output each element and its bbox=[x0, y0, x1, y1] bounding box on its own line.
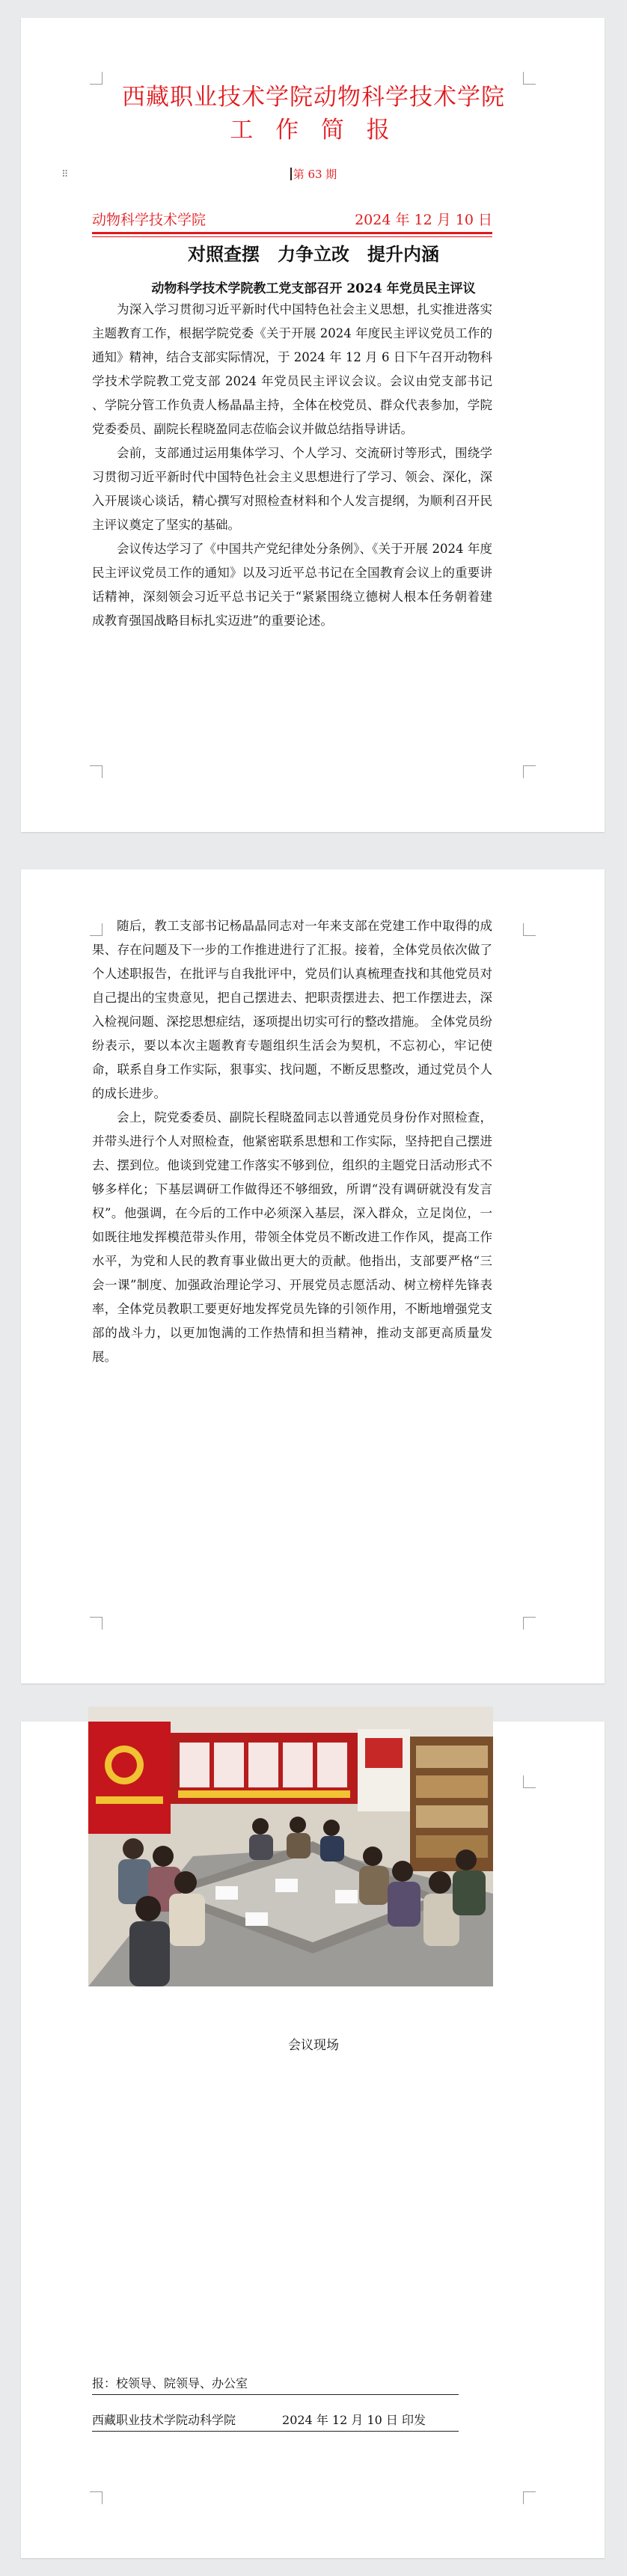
crop-mark bbox=[90, 2491, 103, 2504]
issuer-row bbox=[92, 2411, 459, 2432]
crop-mark bbox=[90, 765, 103, 778]
body-paragraph: 会上，院党委委员、副院长程晓盈同志以普通党员身份作对照检查，并带头进行个人对照检查，他紧密联系思想和工作实际，坚持把自己摆进去、摆到位。他谈到党建工作落实不够到位，组织的主题党日活动形式不够多样化；下基层调研工作做得还不够细致，所谓“没有调研就没有发言权”。他强调，在今后的工作中必须深入基层，深入群众，立足岗位，一如既往地发挥模范带头作用，带领全体党员不断改进工作作风，提高工作水平，为党和人民的教育事业做出更大的贡献。他指出，支部要严格“三会一课”制度、加强政治理论学习、开展党员志愿活动、树立榜样先锋表率，全体党员教职工要更好地发挥党员先锋的引领作用，不断地增强党支部的战斗力，以更加饱满的工作热情和担当精神，推动支部更高质量发展。 bbox=[92, 1110, 492, 1364]
body-paragraph: 为深入学习贯彻习近平新时代中国特色社会主义思想，扎实推进落实主题教育工作，根据学院党委《关于开展 2024 年度民主评议党员工作的通知》精神，结合支部实际情况，于 2024 年 12 月 6 日下午召开动物科学技术学院教工党支部 2024 年党员民主评议会议。会议由党支部书记 、学院分管工作负责人杨晶晶主持，全体在校党员、群众代表参加，学院党委委员、副院长程晓盈同志莅临会议并做总结指导讲话。 bbox=[92, 302, 492, 436]
issue-number-text: 第 63 期 bbox=[293, 168, 337, 181]
paragraph-handle-icon[interactable]: ⠿ bbox=[61, 169, 69, 180]
issuer-name: 西藏职业技术学院动科学院 bbox=[92, 2413, 236, 2427]
meeting-photo bbox=[88, 1707, 493, 1986]
meeting-photo-illustration bbox=[88, 1707, 493, 1986]
crop-mark bbox=[523, 765, 536, 778]
unit-date-row bbox=[92, 211, 492, 234]
article-subtitle: 动物科学技术学院教工党支部召开 2024 年党员民主评议 bbox=[151, 281, 476, 296]
crop-mark bbox=[523, 2491, 536, 2504]
crop-mark bbox=[523, 1775, 536, 1788]
article-body-page2 bbox=[92, 914, 492, 1369]
body-paragraph: 随后，教工支部书记杨晶晶同志对一年来支部在党建工作中取得的成果、存在问题及下一步的工作推进进行了汇报。接着，全体党员依次做了个人述职报告，在批评与自我批评中，党员们认真梳理查找和其他党员对自己提出的宝贵意见，把自己摆进去、把职责摆进去、把工作摆进去，深入检视问题、深挖思想症结，逐项提出切实可行的整改措施。 全体党员纷纷表示，要以本次主题教育专题组织生活会为契机，不忘初心，牢记使命，联系自身工作实际，狠事实、找问题，不断反思整改，通过党员个人的成长进步。 bbox=[92, 919, 492, 1101]
article-title: 对照查摆 力争立改 提升内涵 bbox=[188, 243, 439, 265]
issue-date: 2024 年 12 月 10 日 bbox=[355, 212, 492, 228]
bulletin-title-line1: 西藏职业技术学院动物科学技术学院 bbox=[122, 84, 505, 111]
body-paragraph: 会议传达学习了《中国共产党纪律处分条例》、《关于开展 2024 年度民主评议党员工作的通知》以及习近平总书记在全国教育会议上的重要讲话精神，深刻领会习近平总书记关于“紧紧围绕立德树人根本任务朝着建成教育强国战略目标扎实迈进”的重要论述。 bbox=[92, 542, 492, 628]
report-recipients: 报：校领导、院领导、办公室 bbox=[92, 2375, 459, 2395]
text-cursor bbox=[290, 168, 292, 180]
issuing-unit: 动物科学技术学院 bbox=[92, 212, 207, 228]
issuer-date: 2024 年 12 月 10 日 印发 bbox=[282, 2413, 426, 2427]
article-body-page1 bbox=[92, 298, 492, 633]
crop-mark bbox=[90, 1617, 103, 1630]
crop-mark bbox=[523, 1617, 536, 1630]
photo-caption: 会议现场 bbox=[288, 2038, 339, 2053]
body-paragraph: 会前，支部通过运用集体学习、个人学习、交流研讨等形式，围绕学习贯彻习近平新时代中国特色社会主义思想进行了学习、领会、深化，深入开展谈心谈话，精心撰写对照检查材料和个人发言提纲，为顺利召开民主评议奠定了坚实的基础。 bbox=[92, 446, 492, 532]
red-divider-line bbox=[92, 236, 492, 237]
crop-mark bbox=[523, 923, 536, 936]
issue-number[interactable] bbox=[0, 166, 627, 182]
bulletin-title-line2: 工 作 简 报 bbox=[230, 117, 397, 144]
